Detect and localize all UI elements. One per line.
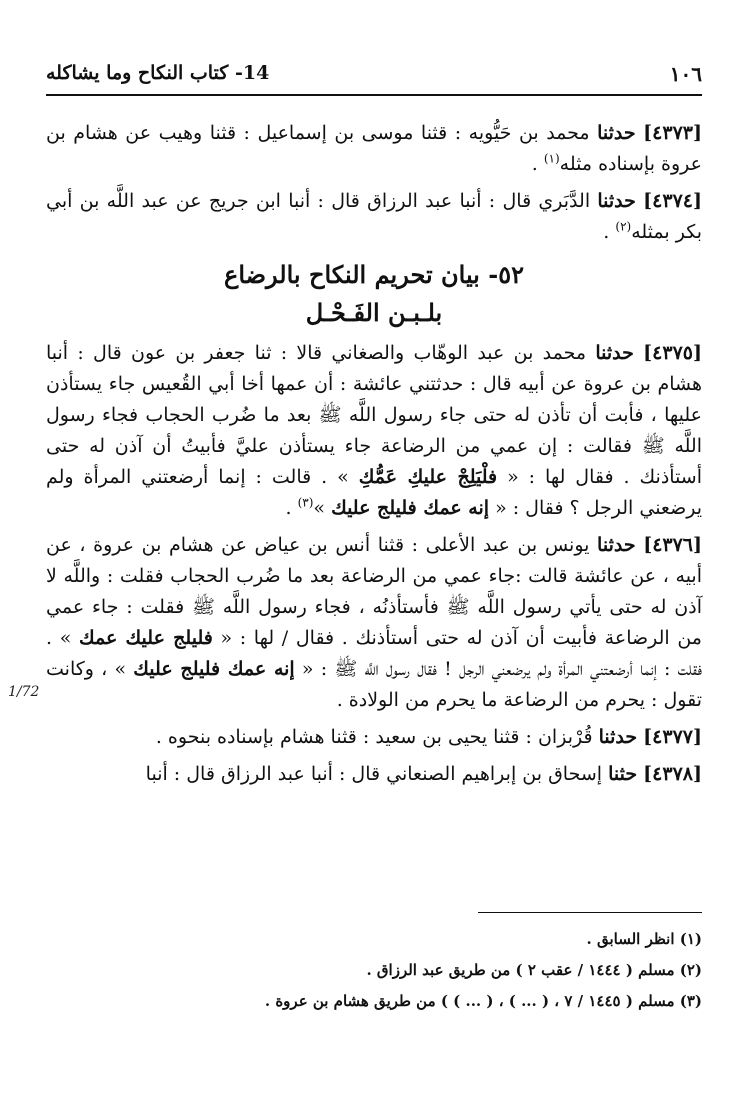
page-number: ١٠٦ <box>669 62 702 86</box>
hadith-4374 <box>46 186 702 248</box>
footnote-divider <box>478 912 702 913</box>
hadith-text: محمد بن حَيُّويه : قثنا موسى بن إسماعيل : قثنا وهيب عن هشام بن عروة بإسناده مثله <box>46 122 702 175</box>
hadith-lead: حدثنا <box>598 726 638 748</box>
hadith-text: إسحاق بن إبراهيم الصنعاني قال : أنبا عبد الرزاق قال : أنبا <box>145 763 603 785</box>
hadith-number: [٤٣٧٨] <box>643 763 702 785</box>
footnote-item: (١) انظر السابق . <box>586 930 702 948</box>
hadith-number: [٤٣٧٥] <box>643 342 702 364</box>
hadith-text: محمد بن عبد الوهّاب والصغاني قالا : ثنا جعفر بن عون قال : أنبا هشام بن عروة عن أبيه قال : حدثتني عائشة : أن عمها أخا أبي القُعيس جاء يستأذن عليها ، فأبت أن تأذن له حتى جاء رسول اللَّه ﷺ بعد ما ضُرب الحجاب فجاء رسول اللَّه ﷺ فقالت : إن عمي من الرضاعة جاء يستأذن عليَّ فأبيتُ أن آذن له حتى أستأذنك . فقال لها : « <box>46 342 703 488</box>
page-header <box>46 58 702 96</box>
hadith-tail: . <box>603 221 616 243</box>
hadith-tail: . <box>531 153 544 175</box>
footnote-marker[interactable]: (٢) <box>615 219 632 234</box>
hadith-number: [٤٣٧٦] <box>643 534 703 556</box>
prophetic-quote: فليلج عليك عمك <box>78 627 213 649</box>
hadith-lead: حدثنا <box>597 190 636 212</box>
footnote-item: (٢) مسلم ( ١٤٤٤ / عقب ٢ ) من طريق عبد الرزاق . <box>366 961 702 979</box>
hadith-text: الدَّبَري قال : أنبا عبد الرزاق قال : أنبا ابن جريج عن عبد اللَّه بن أبي بكر بمثله <box>46 190 702 243</box>
hadith-text: » . فقلت : إنما أرضعتني المرأة ولم يرضعني الرجل ! فقال رسول اللَّه ﷺ : « <box>46 627 703 680</box>
footnote-marker[interactable]: (١) <box>543 151 560 166</box>
section-subheading: بلـبـن الفَـحْـل <box>305 298 443 327</box>
hadith-number: [٤٣٧٣] <box>643 122 702 144</box>
hadith-4375 <box>46 338 702 524</box>
hadith-number: [٤٣٧٤] <box>643 190 702 212</box>
running-title: 14- كتاب النكاح وما يشاكله <box>46 62 270 84</box>
hadith-lead: حثنا <box>608 763 638 785</box>
section-heading: ٥٢- بيان تحريم النكاح بالرضاع <box>224 260 524 289</box>
hadith-text: » ، وكانت تقول : يحرم من الرضاعة ما يحرم من الولادة . <box>46 658 702 711</box>
hadith-4376 <box>46 530 702 716</box>
prophetic-quote: فلْيَلِجْ عليكِ عَمُّكِ <box>358 466 498 488</box>
hadith-4378 <box>46 759 702 790</box>
footnote-item: (٣) مسلم ( ١٤٤٥ / ٧ ، ( ... ) ، ( ... ) ) من طريق هشام بن عروة . <box>264 992 702 1010</box>
hadith-text: » <box>313 497 326 519</box>
hadith-4377 <box>46 722 702 753</box>
main-text <box>46 118 702 796</box>
margin-folio-note: 1/72 <box>8 684 40 700</box>
hadith-lead: حدثنا <box>595 342 634 364</box>
hadith-text: يونس بن عبد الأعلى : قثنا أنس بن عياض عن هشام بن عروة ، عن أبيه ، عن عائشة قالت :جاء عمي من الرضاعة بعد ما ضُرب الحجاب فقلت : واللَّه لا آذن له حتى يأتي رسول اللَّه ﷺ فأستأذنُه ، فجاء رسول اللَّه ﷺ فقلت : جاء عمي من الرضاعة فأبيت أن آذن له حتى أستأذنك . فقال / لها : « <box>46 534 702 649</box>
hadith-text: » . قالت : إنما أرضعتني المرأة ولم يرضعني الرجل ؟ فقال : « <box>46 466 702 519</box>
hadith-tail: . <box>285 497 298 519</box>
hadith-lead: حدثنا <box>597 122 636 144</box>
prophetic-quote: إنه عمك فليلج عليك <box>133 658 295 680</box>
hadith-number: [٤٣٧٧] <box>643 726 702 748</box>
prophetic-quote: إنه عمك فليلج عليك <box>331 497 490 519</box>
hadith-text: قُرْبزان : قثنا يحيى بن سعيد : قثنا هشام بإسناده بنحوه . <box>155 726 593 748</box>
hadith-4373 <box>46 118 702 180</box>
footnote-marker[interactable]: (٣) <box>297 495 314 510</box>
footnotes <box>46 924 702 1017</box>
hadith-lead: حدثنا <box>597 534 636 556</box>
